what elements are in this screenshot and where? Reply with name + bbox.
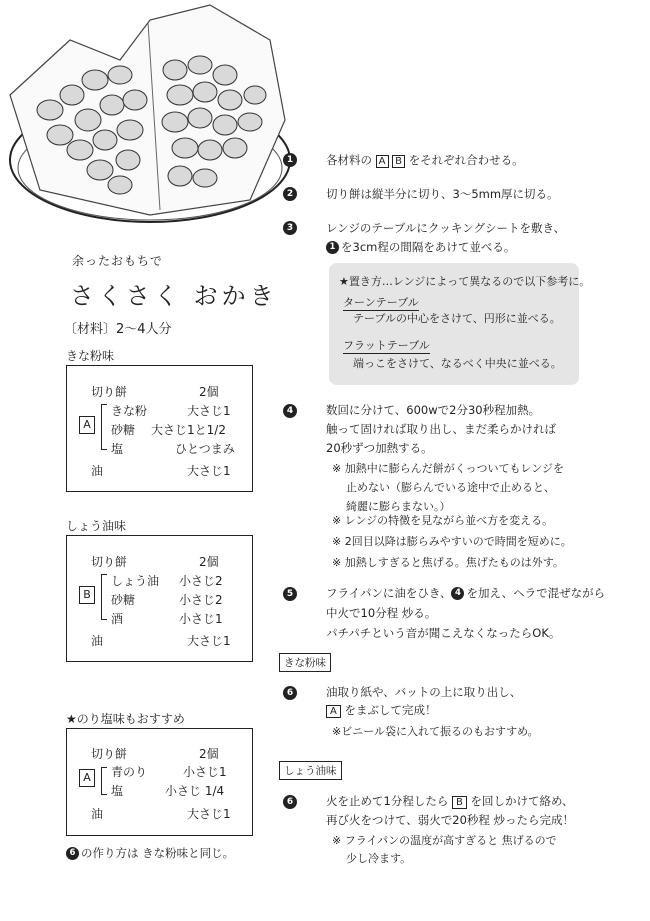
ingredient-name: 酒 [111, 612, 124, 626]
group-brace [101, 574, 107, 620]
kinako-label: きな粉味 [66, 349, 115, 363]
step-text: をそれぞれ合わせる。 [408, 153, 524, 167]
step-4-note-1-line-2: 止めない（膨らんでいる途中で止めると、 [346, 481, 555, 494]
step-6-kinako-line-1: 油取り紙や、バットの上に取り出し、 [326, 685, 522, 699]
step-4-note-1-line-1: ※ 加熱中に膨らんだ餅がくっついてもレンジを [332, 462, 564, 475]
ingredient-amount: 大さじ1 [187, 634, 231, 648]
step-text: を回しかけて絡め、 [470, 794, 574, 808]
shoyu-label: しょう油味 [66, 519, 127, 533]
group-letter-b: B [392, 155, 405, 168]
step-6-shoyu-note-line-2: 少し冷ます。 [346, 852, 412, 865]
group-letter-a: A [79, 416, 95, 434]
group-brace [101, 767, 107, 795]
step-6-shoyu-note-line-1: ※ フライパンの温度が高すぎると 焦げるので [332, 834, 557, 847]
ingredient-amount: 2個 [199, 555, 219, 569]
ingredient-name: しょう油 [111, 574, 160, 588]
ingredient-amount: 2個 [199, 747, 219, 761]
ingredient-name: 砂糖 [111, 423, 136, 437]
step-6-kinako-note: ※ビニール袋に入れて振るのもおすすめ。 [332, 725, 539, 738]
ingredient-amount: 大さじ1 [187, 807, 231, 821]
group-letter-b: B [79, 586, 95, 604]
step-text: を加え、ヘラで混ぜながら [466, 586, 606, 600]
materials-heading: 〔材料〕2～4人分 [64, 322, 172, 337]
ingredient-name: 油 [91, 464, 104, 478]
ingredient-name: 切り餅 [91, 747, 128, 761]
step-4-line-1: 数回に分けて、600wで2分30秒程加熱。 [326, 403, 541, 417]
nori-footer-text: の作り方は きな粉味と同じ。 [81, 846, 235, 860]
step-text: フライパンに油をひき、 [326, 586, 452, 600]
ingredient-name: 油 [91, 807, 104, 821]
step-number-badge: 4 [283, 404, 297, 418]
ingredient-amount: 2個 [199, 385, 219, 399]
tip-title: ★置き方…レンジによって異なるので以下参考に。 [339, 275, 591, 288]
ingredient-name: 塩 [111, 784, 124, 798]
step-number-badge: 1 [283, 153, 297, 167]
step-4-note-2: ※ レンジの特徴を見ながら並べ方を変える。 [332, 514, 554, 527]
step-text: をまぶして完成！ [344, 703, 437, 717]
ingredient-name: 切り餅 [91, 555, 128, 569]
tip-flat-label: フラットテーブル [343, 339, 430, 352]
step-6-shoyu-line-2: 再び火をつけて、弱火で20秒程 炒ったら完成！ [326, 813, 575, 827]
ingredient-name: きな粉 [111, 404, 148, 418]
recipe-title: さくさく おかき [70, 282, 278, 310]
step-5-line-1 [326, 583, 605, 603]
tip-turntable-text: テーブルの中心をさけて、円形に並べる。 [353, 312, 561, 325]
recipe-subtitle: 余ったおもちで [72, 254, 163, 268]
step-6-kinako-line-2 [326, 700, 437, 722]
nori-label: ★のり塩味もおすすめ [66, 712, 185, 726]
step-text: を3cm程の間隔をあけて並べる。 [341, 240, 516, 254]
ingredient-amount: 小さじ 1/4 [165, 784, 225, 798]
step-number-badge: 4 [451, 587, 464, 600]
group-letter-a: A [326, 705, 341, 718]
ingredient-name: 砂糖 [111, 593, 136, 607]
okaki-plate-illustration [0, 0, 290, 240]
step-5-line-2: 中火で10分程 炒る。 [326, 606, 437, 620]
group-letter-a: A [376, 155, 389, 168]
shoyu-ingredients-box [66, 535, 253, 662]
ingredient-amount: 小さじ1 [183, 765, 227, 779]
step-text: 各材料の [326, 153, 372, 167]
kinako-ingredients-box [66, 365, 253, 492]
ingredient-amount: 大さじ1 [187, 464, 231, 478]
group-letter-a: A [79, 769, 95, 787]
nori-footer [66, 845, 234, 861]
ingredient-name: 油 [91, 634, 104, 648]
ingredient-amount: ひとつまみ [175, 442, 235, 456]
group-brace [101, 404, 107, 450]
step-4-note-3: ※ 2回目以降は膨らみやすいので時間を短めに。 [332, 535, 572, 548]
step-5-line-3: パチパチという音が聞こえなくなったらOK。 [326, 626, 561, 640]
step-number-badge: 2 [283, 187, 297, 201]
ingredient-amount: 大さじ1と1/2 [151, 423, 226, 437]
nori-ingredients-box [66, 728, 253, 836]
tip-flat-text: 端っこをさけて、なるべく中央に並べる。 [353, 357, 562, 370]
step-4-note-4: ※ 加熱しすぎると焦げる。焦げたものは外す。 [332, 556, 564, 569]
group-letter-b: B [452, 796, 467, 809]
step-text: 火を止めて1分程したら [326, 794, 449, 808]
ingredient-amount: 大さじ1 [187, 404, 231, 418]
step-4-line-3: 20秒ずつ加熱する。 [326, 441, 433, 455]
step-4-line-2: 触って固ければ取り出し、まだ柔らかければ [326, 422, 556, 436]
ingredient-amount: 小さじ2 [179, 574, 223, 588]
step-3-line-1: レンジのテーブルにクッキングシートを敷き、 [326, 221, 566, 235]
step-number-badge: 3 [283, 221, 297, 235]
ingredient-name: 青のり [111, 765, 148, 779]
step-number-badge: 1 [326, 241, 339, 254]
tip-turntable-label: ターンテーブル [343, 296, 419, 309]
ingredient-amount: 小さじ2 [179, 593, 223, 607]
step-number-badge: 6 [283, 795, 297, 809]
step-1-text [326, 150, 524, 172]
kinako-tag: きな粉味 [279, 653, 331, 672]
ingredient-name: 塩 [111, 442, 124, 456]
step-3-line-2 [326, 237, 515, 257]
placement-tip-box [329, 263, 591, 385]
step-number-badge: 6 [283, 686, 297, 700]
ingredient-amount: 小さじ1 [179, 612, 223, 626]
ingredient-name: 切り餅 [91, 385, 128, 399]
step-number-badge: 5 [283, 587, 297, 601]
step-4-note-1-line-3: 綺麗に膨らまない。） [346, 500, 451, 513]
step-number-badge: 6 [66, 847, 79, 860]
shoyu-tag: しょう油味 [279, 761, 342, 780]
step-2-text: 切り餅は縦半分に切り、3～5mm厚に切る。 [326, 187, 559, 201]
